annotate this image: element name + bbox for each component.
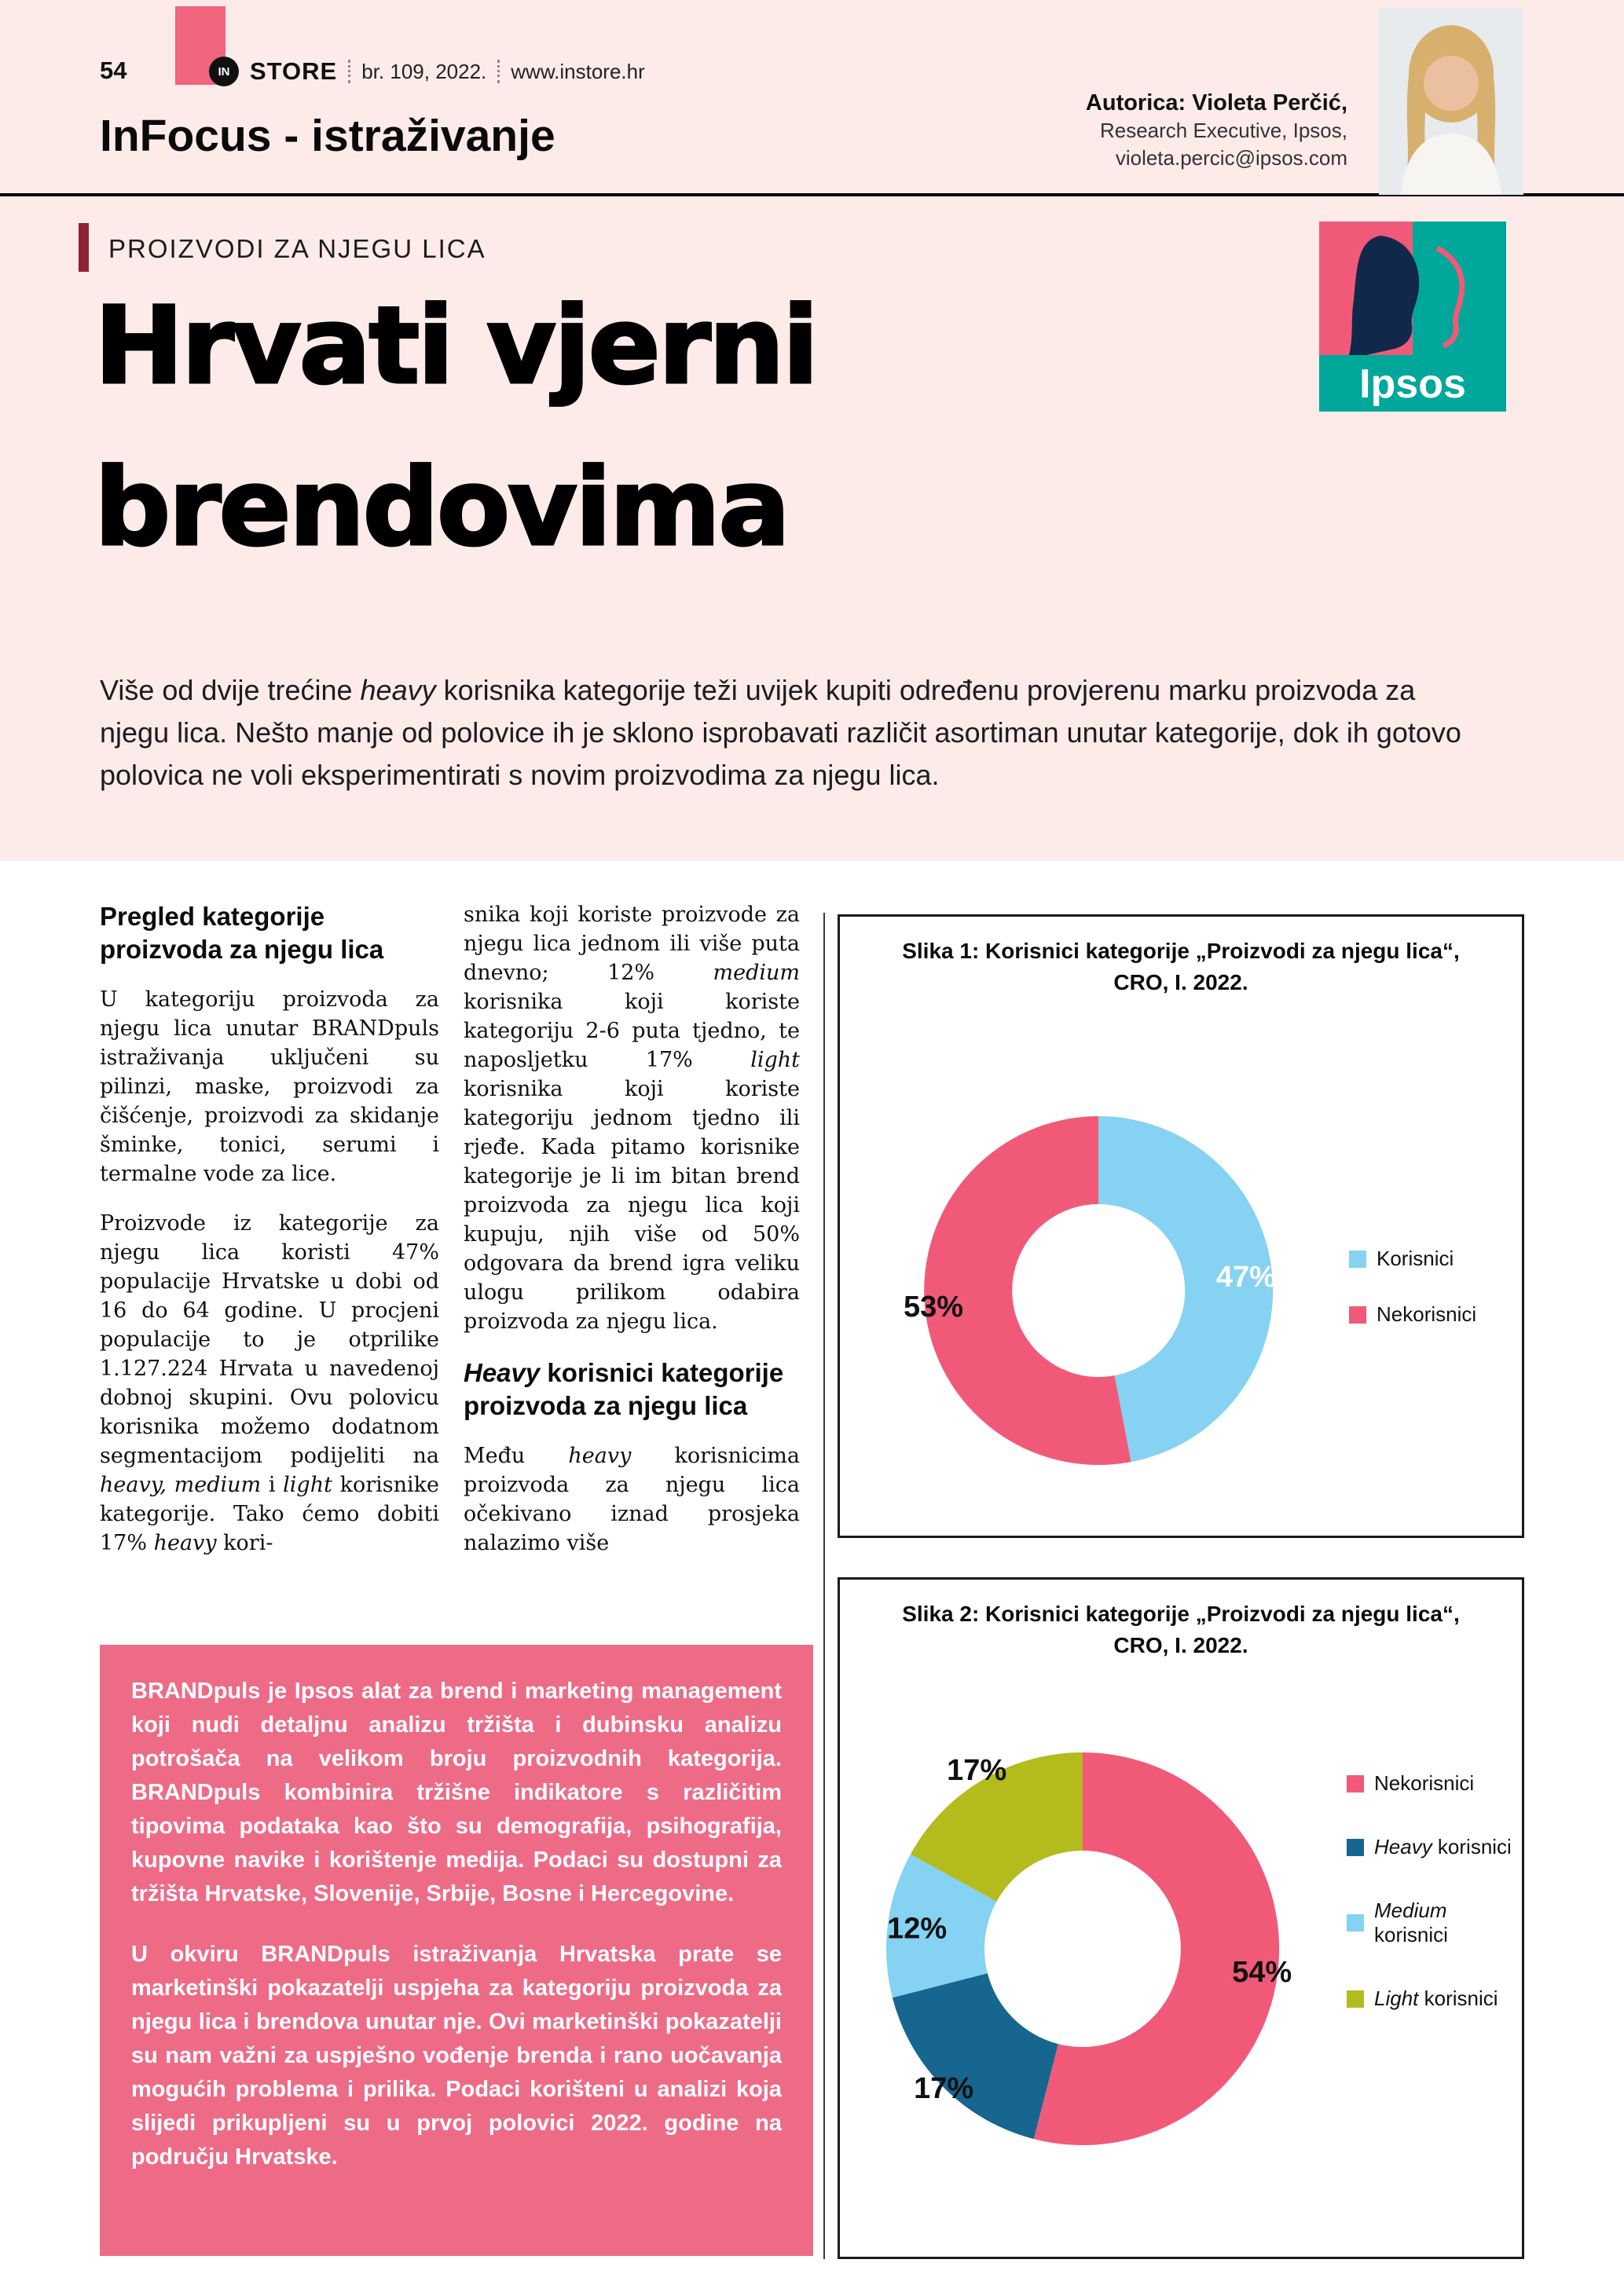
ipsos-logo-text: Ipsos xyxy=(1359,361,1466,407)
body-paragraph: Među heavy korisnicima proizvoda za njegu lica očekivano iznad prosjeka nalazimo više xyxy=(464,1444,800,1555)
chart-1-title xyxy=(840,936,1522,998)
author-email[interactable]: violeta.percic@ipsos.com xyxy=(1115,146,1347,170)
chart-2-title xyxy=(840,1598,1522,1661)
donut-value-label: 17% xyxy=(947,1753,1007,1787)
brandpuls-info-box xyxy=(100,1645,813,2256)
chart-2-title-line: Slika 2: Korisnici kategorije „Proizvodi za njegu lica“, xyxy=(902,1602,1460,1626)
chart-2-subtitle: CRO, I. 2022. xyxy=(1113,1633,1248,1657)
body-paragraph: Proizvode iz kategorije za njegu lica koristi 47% populacije Hrvatske u dobi od 16 do 64 godine. U procjeni populacije to je otprilike 1.127.224 Hrvata u navedenoj dobnoj skupini. Ovu polovicu korisnika možemo dodatnom segmentacijom podijeliti na heavy, medium i light korisnike kategorije. Tako ćemo dobiti 17% heavy kori- xyxy=(100,1211,439,1555)
legend-swatch xyxy=(1349,1251,1366,1268)
middle-column-subheading: Heavy korisnici kategorije proizvoda za njegu lica xyxy=(464,1358,784,1420)
headline-line-1: Hrvati vjerni xyxy=(94,284,817,408)
kicker-label: PROIZVODI ZA NJEGU LICA xyxy=(108,234,486,263)
legend-swatch xyxy=(1347,1990,1364,2008)
headline xyxy=(94,265,816,589)
legend-swatch xyxy=(1349,1306,1366,1324)
legend-label: Nekorisnici xyxy=(1377,1302,1477,1326)
legend-label: Medium korisnici xyxy=(1374,1899,1448,1946)
body-paragraph: U kategoriju proizvoda za njegu lica unutar BRANDpuls istraživanja uključeni su pilinzi, maske, proizvodi za čišćenje, proizvodi za skidanje šminke, tonici, serumi i termalne vode za lice. xyxy=(100,987,439,1186)
chart-figure-2 xyxy=(838,1577,1524,2259)
separator xyxy=(348,60,350,83)
column-divider xyxy=(823,913,825,2259)
legend-label: Nekorisnici xyxy=(1374,1771,1475,1795)
legend-swatch xyxy=(1347,1775,1364,1792)
donut-chart-1 xyxy=(840,917,1527,1536)
author-photo-image xyxy=(1379,8,1523,195)
legend-label: Heavy korisnici xyxy=(1374,1835,1512,1858)
website-link[interactable]: www.instore.hr xyxy=(511,59,645,83)
donut-value-label: 53% xyxy=(903,1290,964,1324)
left-column-heading: Pregled kategorije proizvoda za njegu lica xyxy=(100,902,384,964)
legend-label: Korisnici xyxy=(1377,1247,1454,1270)
donut-value-label: 12% xyxy=(887,1912,948,1946)
ipsos-logo xyxy=(1319,222,1506,412)
author-photo xyxy=(1379,8,1523,195)
ipsos-logo-image xyxy=(1319,222,1506,412)
intro-paragraph: Više od dvije trećine heavy korisnika kategorije teži uvijek kupiti određenu provjerenu marku proizvoda za njegu lica. Nešto manje od polovice ih je sklono isprobavati različit asortiman unutar kategorije, dok ih gotovo polovica ne voli eksperimentirati s novim proizvodima za njegu lica. xyxy=(100,674,1461,791)
instore-logo-in: IN xyxy=(218,64,230,79)
legend-item xyxy=(1347,1987,1522,2011)
chart-1-title-line: Slika 1: Korisnici kategorije „Proizvodi za njegu lica“, xyxy=(902,939,1460,963)
donut-value-label: 54% xyxy=(1232,1955,1292,1989)
author-block xyxy=(1086,90,1347,172)
chart-figure-1 xyxy=(838,914,1524,1538)
legend-item xyxy=(1347,1899,1522,1947)
legend-item xyxy=(1349,1302,1476,1327)
body-paragraph: snika koji koriste proizvode za njegu lica jednom ili više puta dnevno; 12% medium korisnika koji koriste kategoriju 2-6 puta tjedno, te naposljetku 17% light korisnika koji koriste kategoriju jednom tjedno ili rjeđe. Kada pitamo korisnike kategorije je li im bitan brend proizvoda za njegu lica koji kupuju, njih više od 50% odgovara da brend igra veliku ulogu prilikom odabira proizvoda za njegu lica. xyxy=(464,903,800,1334)
kicker-bar xyxy=(79,223,89,272)
issue-number: br. 109, 2022. xyxy=(361,59,487,83)
chart-1-legend xyxy=(1349,1247,1476,1327)
donut-value-label: 47% xyxy=(1215,1261,1276,1294)
legend-swatch xyxy=(1347,1839,1364,1856)
legend-swatch xyxy=(1347,1914,1364,1932)
info-box-paragraph: U okviru BRANDpuls istraživanja Hrvatska prate se marketinški pokazatelji uspjeha za kategoriju proizvoda za njegu lica i brendova unutar nje. Ovi marketinški pokazatelji su nam važni za uspješno vođenje brenda i rano uočavanja mogućih problema i prilika. Podaci korišteni u analizi koja slijedi prikupljeni su u prvoj polovici 2022. godine na području Hrvatske. xyxy=(131,1942,782,2170)
separator xyxy=(497,60,500,83)
legend-item xyxy=(1347,1771,1522,1796)
legend-item xyxy=(1349,1247,1476,1271)
page-number: 54 xyxy=(100,57,127,84)
chart-1-subtitle: CRO, I. 2022. xyxy=(1113,970,1248,994)
column-middle xyxy=(464,900,800,1578)
legend-item xyxy=(1347,1835,1522,1859)
donut-segment-heavy-korisnici xyxy=(893,1973,1058,2139)
masthead xyxy=(209,57,645,86)
donut-value-label: 17% xyxy=(914,2071,974,2105)
author-role: Research Executive, Ipsos, xyxy=(1099,119,1347,142)
instore-logo-icon xyxy=(209,57,239,86)
author-name: Autorica: Violeta Perčić, xyxy=(1085,90,1347,115)
info-box-paragraph: BRANDpuls je Ipsos alat za brend i marketing management koji nudi detaljnu analizu tržišta i dubinsku analizu potrošača na velikom broju proizvodnih kategorija. BRANDpuls kombinira tržišne indikatore s različitim tipovima podataka kao što su demografija, psihografija, kupovne navike i korištenje medija. Podaci su dostupni za tržišta Hrvatske, Slovenije, Srbije, Bosne i Hercegovine. xyxy=(131,1679,782,1906)
headline-line-2: brendovima xyxy=(94,446,789,570)
column-left xyxy=(100,900,439,1578)
legend-label: Light korisnici xyxy=(1374,1987,1498,2010)
chart-2-legend xyxy=(1347,1771,1522,2011)
instore-logo-text: STORE xyxy=(250,57,338,85)
section-title: InFocus - istraživanje xyxy=(100,111,555,161)
